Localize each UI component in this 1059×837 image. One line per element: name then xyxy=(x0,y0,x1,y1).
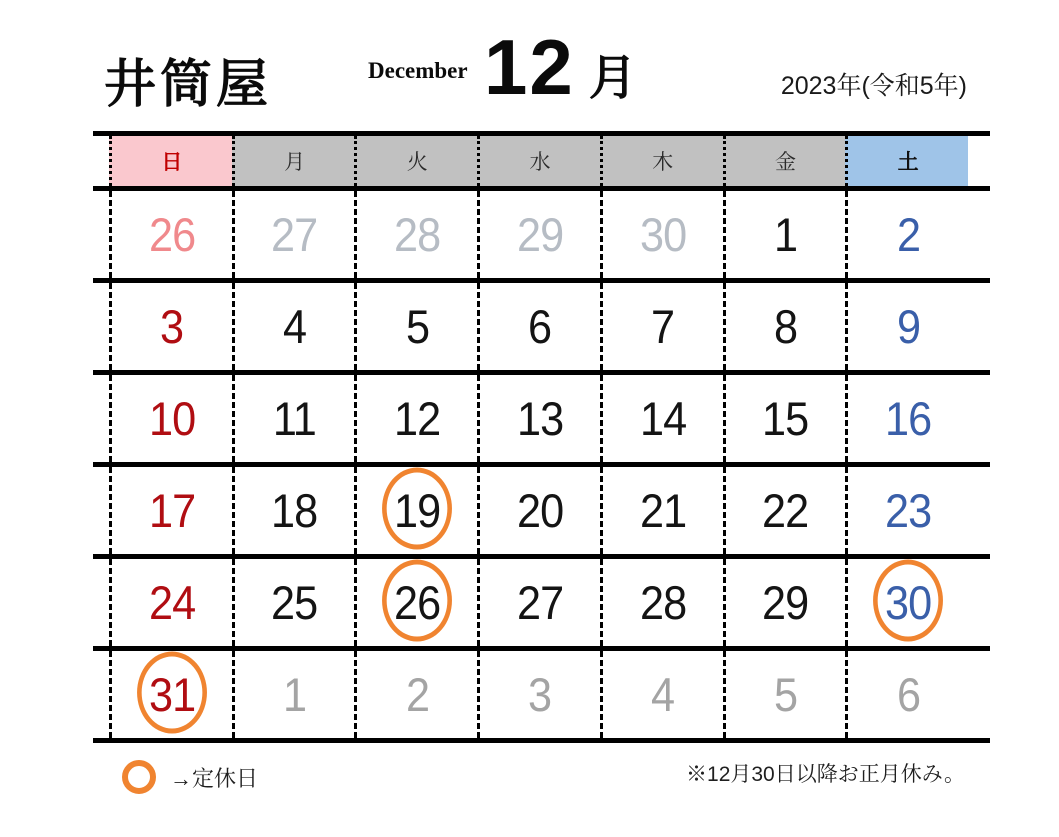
day-number: 22 xyxy=(762,484,809,537)
week-row-2 xyxy=(93,283,990,375)
week-row-1 xyxy=(93,191,990,283)
weekday-label: 火 xyxy=(406,151,428,174)
day-number: 15 xyxy=(762,392,809,445)
day-number: 6 xyxy=(528,300,552,353)
day-cell xyxy=(354,191,477,278)
right-margin xyxy=(968,467,990,554)
day-number: 13 xyxy=(516,392,564,445)
day-number: 29 xyxy=(762,576,809,629)
left-margin xyxy=(93,136,109,186)
left-margin xyxy=(93,283,109,370)
day-number: 4 xyxy=(283,300,307,353)
day-number: 3 xyxy=(160,300,184,353)
weekday-header-mon xyxy=(232,136,355,186)
day-cell xyxy=(600,467,723,554)
calendar-table xyxy=(93,131,990,743)
day-cell xyxy=(109,467,232,554)
month-name-english: December xyxy=(368,58,468,83)
weekday-label: 木 xyxy=(652,151,674,174)
left-margin xyxy=(93,375,109,462)
day-cell-closed xyxy=(845,559,968,646)
day-number: 7 xyxy=(651,300,675,353)
week-row-3 xyxy=(93,375,990,467)
day-cell xyxy=(845,467,968,554)
day-number: 24 xyxy=(148,576,195,629)
day-cell xyxy=(232,467,355,554)
day-cell xyxy=(845,651,968,738)
day-cell xyxy=(723,191,846,278)
left-margin xyxy=(93,467,109,554)
day-number: 14 xyxy=(639,392,686,445)
day-number: 25 xyxy=(271,576,318,629)
day-number: 31 xyxy=(148,668,195,721)
day-cell xyxy=(109,283,232,370)
day-cell xyxy=(477,283,600,370)
day-number: 29 xyxy=(516,208,564,261)
day-cell xyxy=(232,559,355,646)
day-cell xyxy=(477,375,600,462)
right-margin xyxy=(968,375,990,462)
right-margin xyxy=(968,136,990,186)
day-number: 3 xyxy=(528,668,552,721)
right-margin xyxy=(968,283,990,370)
day-cell xyxy=(477,467,600,554)
day-number: 1 xyxy=(283,668,307,721)
day-number: 5 xyxy=(773,668,798,721)
day-number: 19 xyxy=(394,484,441,537)
day-cell xyxy=(723,559,846,646)
closed-day-legend-label: →定休日 xyxy=(170,765,259,791)
day-number: 27 xyxy=(271,208,318,261)
day-number: 18 xyxy=(271,484,318,537)
day-cell xyxy=(600,375,723,462)
day-cell xyxy=(600,559,723,646)
month-number: 12 xyxy=(484,23,575,111)
day-cell-closed xyxy=(354,467,477,554)
day-number: 30 xyxy=(885,576,932,629)
week-row-4 xyxy=(93,467,990,559)
day-cell xyxy=(477,191,600,278)
day-number: 6 xyxy=(896,668,920,721)
month-kanji: 月 xyxy=(588,52,637,105)
day-cell xyxy=(232,651,355,738)
day-cell xyxy=(232,375,355,462)
day-cell xyxy=(845,191,968,278)
day-number: 9 xyxy=(896,300,920,353)
day-cell xyxy=(354,283,477,370)
weekday-label: 土 xyxy=(897,151,919,174)
day-cell xyxy=(477,651,600,738)
day-cell xyxy=(232,283,355,370)
weekday-label: 日 xyxy=(161,151,183,174)
weekday-label: 金 xyxy=(774,151,796,174)
week-row-6 xyxy=(93,651,990,743)
weekday-label: 水 xyxy=(529,151,551,174)
new-year-holiday-note: ※12月30日以降お正月休み。 xyxy=(686,763,965,786)
day-number: 20 xyxy=(516,484,564,537)
weekday-header-wed xyxy=(477,136,600,186)
day-number: 21 xyxy=(639,484,686,537)
day-cell xyxy=(723,467,846,554)
day-number: 16 xyxy=(885,392,932,445)
weekday-header-thu xyxy=(600,136,723,186)
closed-day-legend xyxy=(122,760,258,794)
right-margin xyxy=(968,191,990,278)
closed-day-circle-icon xyxy=(122,760,156,794)
day-number: 17 xyxy=(148,484,195,537)
day-number: 23 xyxy=(885,484,932,537)
left-margin xyxy=(93,559,109,646)
day-cell xyxy=(354,375,477,462)
day-cell xyxy=(723,651,846,738)
day-number: 8 xyxy=(773,300,798,353)
day-cell xyxy=(600,651,723,738)
day-cell xyxy=(232,191,355,278)
day-number: 12 xyxy=(394,392,441,445)
day-cell xyxy=(845,283,968,370)
day-number: 27 xyxy=(516,576,564,629)
day-cell xyxy=(109,375,232,462)
day-number: 30 xyxy=(639,208,686,261)
weekday-header-tue xyxy=(354,136,477,186)
day-number: 5 xyxy=(405,300,429,353)
week-row-5 xyxy=(93,559,990,651)
day-number: 26 xyxy=(394,576,441,629)
left-margin xyxy=(93,651,109,738)
right-margin xyxy=(968,559,990,646)
weekday-header-sun xyxy=(109,136,232,186)
day-number: 28 xyxy=(639,576,686,629)
day-number: 2 xyxy=(405,668,429,721)
day-cell-closed xyxy=(354,559,477,646)
day-number: 28 xyxy=(394,208,441,261)
day-cell xyxy=(354,651,477,738)
year-label: 2023年(令和5年) xyxy=(780,72,967,100)
weekday-header-fri xyxy=(723,136,846,186)
right-margin xyxy=(968,651,990,738)
day-cell xyxy=(600,191,723,278)
day-cell xyxy=(109,559,232,646)
weekday-header-row xyxy=(93,136,990,191)
day-cell xyxy=(723,375,846,462)
left-margin xyxy=(93,191,109,278)
day-number: 4 xyxy=(651,668,675,721)
day-cell xyxy=(723,283,846,370)
day-cell xyxy=(600,283,723,370)
day-number: 1 xyxy=(773,208,798,261)
weekday-header-sat xyxy=(845,136,968,186)
day-number: 2 xyxy=(896,208,920,261)
store-name: 井筒屋 xyxy=(104,57,273,114)
day-number: 26 xyxy=(148,208,195,261)
day-number: 11 xyxy=(273,392,317,445)
day-cell-closed xyxy=(109,651,232,738)
weekday-label: 月 xyxy=(284,151,306,174)
month-number-block xyxy=(484,22,637,113)
day-cell xyxy=(109,191,232,278)
day-cell xyxy=(477,559,600,646)
day-number: 10 xyxy=(148,392,195,445)
day-cell xyxy=(845,375,968,462)
